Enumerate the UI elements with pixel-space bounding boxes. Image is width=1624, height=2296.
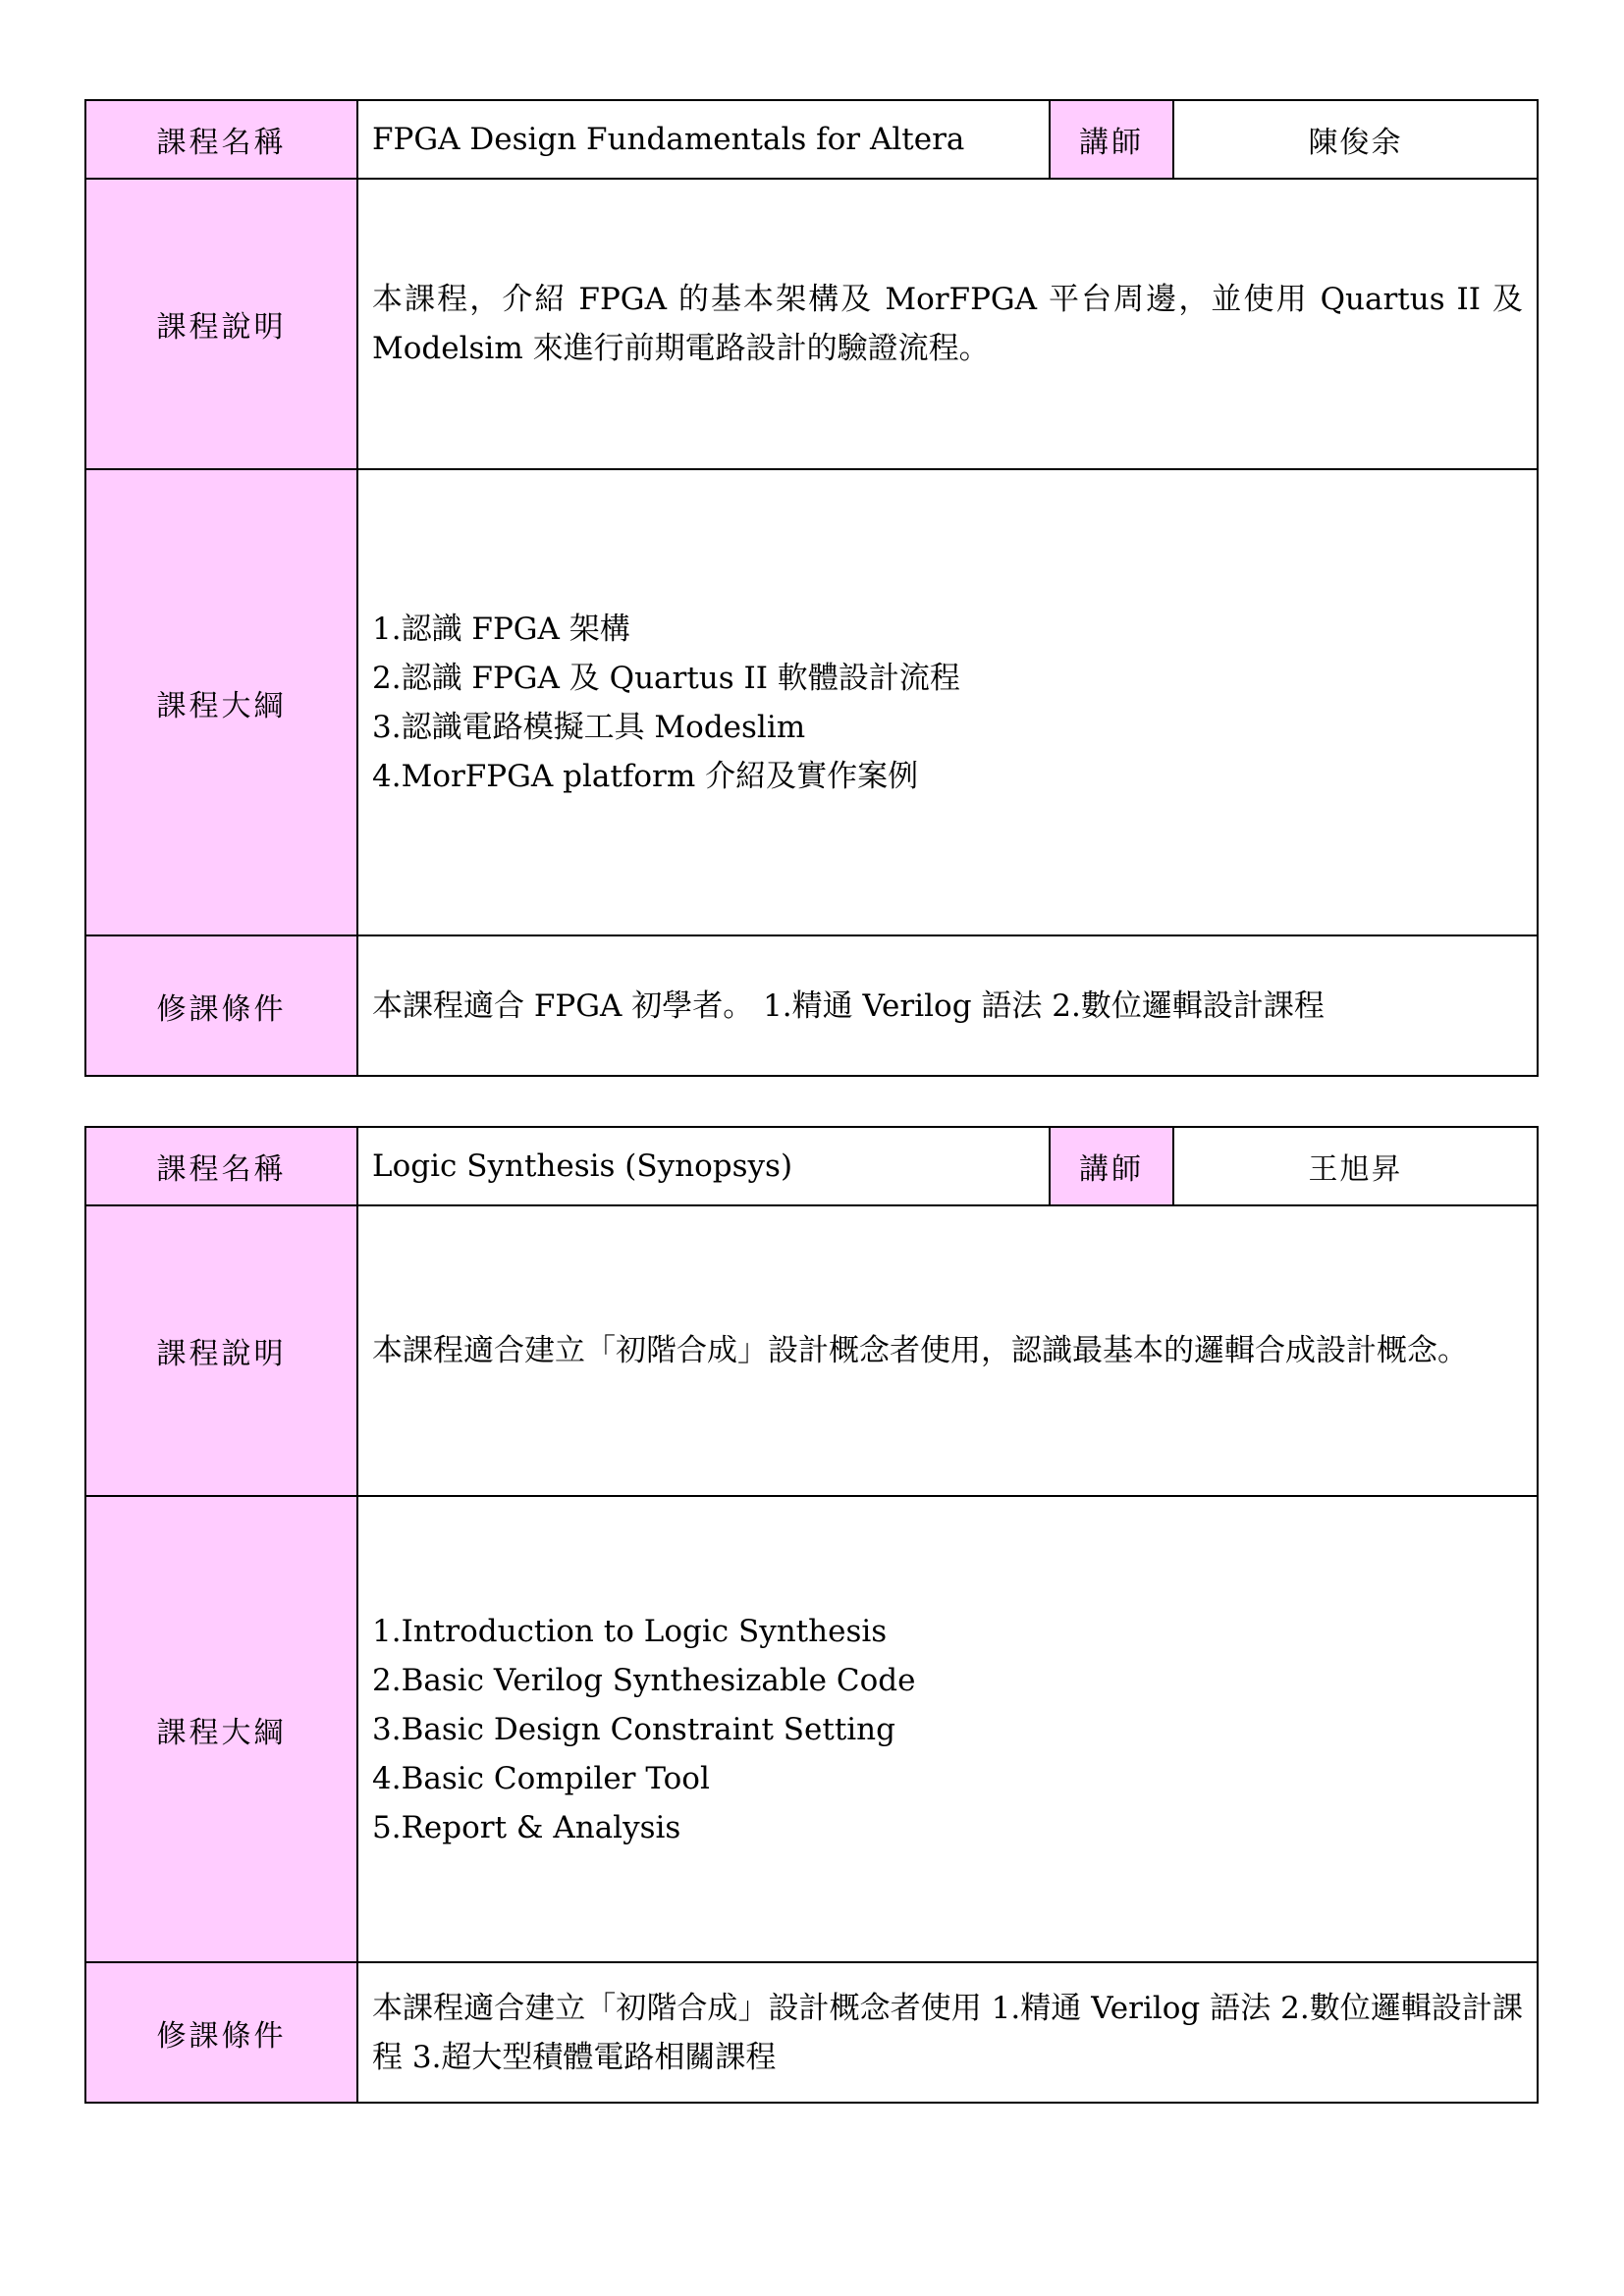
outline-item: 4.MorFPGA platform 介紹及實作案例 bbox=[372, 758, 919, 794]
course-description-row bbox=[85, 1205, 1538, 1496]
outline-item: 2.Basic Verilog Synthesizable Code bbox=[372, 1662, 916, 1698]
course-description-value: 本課程適合建立「初階合成」設計概念者使用，認識最基本的邏輯合成設計概念。 bbox=[357, 1205, 1538, 1496]
outline-item: 5.Report & Analysis bbox=[372, 1809, 681, 1845]
course-description-row bbox=[85, 179, 1538, 469]
course-prerequisites-value: 本課程適合 FPGA 初學者。 1.精通 Verilog 語法 2.數位邏輯設計課程 bbox=[357, 935, 1538, 1076]
course-outline-label: 課程大綱 bbox=[85, 1496, 357, 1962]
course-prerequisites-value: 本課程適合建立「初階合成」設計概念者使用 1.精通 Verilog 語法 2.數位邏輯設計課程 3.超大型積體電路相關課程 bbox=[357, 1962, 1538, 2103]
course-outline-row bbox=[85, 1496, 1538, 1962]
course-description-label: 課程說明 bbox=[85, 179, 357, 469]
instructor-value: 王旭昇 bbox=[1173, 1127, 1538, 1205]
course-prerequisites-row bbox=[85, 935, 1538, 1076]
course-prerequisites-label: 修課條件 bbox=[85, 1962, 357, 2103]
course-prerequisites-row bbox=[85, 1962, 1538, 2103]
instructor-label: 講師 bbox=[1050, 100, 1173, 179]
outline-item: 4.Basic Compiler Tool bbox=[372, 1760, 710, 1796]
course-outline-row bbox=[85, 469, 1538, 935]
course-name-value: FPGA Design Fundamentals for Altera bbox=[357, 100, 1050, 179]
course-outline-value bbox=[357, 1496, 1538, 1962]
instructor-label: 講師 bbox=[1050, 1127, 1173, 1205]
course-prerequisites-label: 修課條件 bbox=[85, 935, 357, 1076]
outline-list bbox=[372, 1607, 1523, 1852]
course-name-row bbox=[85, 100, 1538, 179]
course-outline-label: 課程大綱 bbox=[85, 469, 357, 935]
course-name-label: 課程名稱 bbox=[85, 1127, 357, 1205]
course-table-1 bbox=[84, 99, 1539, 1077]
course-name-value: Logic Synthesis (Synopsys) bbox=[357, 1127, 1050, 1205]
course-table-2 bbox=[84, 1126, 1539, 2104]
outline-item: 1.認識 FPGA 架構 bbox=[372, 611, 630, 647]
course-description-label: 課程說明 bbox=[85, 1205, 357, 1496]
outline-item: 3.Basic Design Constraint Setting bbox=[372, 1711, 895, 1747]
course-name-label: 課程名稱 bbox=[85, 100, 357, 179]
instructor-value: 陳俊余 bbox=[1173, 100, 1538, 179]
course-description-value: 本課程，介紹 FPGA 的基本架構及 MorFPGA 平台周邊，並使用 Quartus II 及 Modelsim 來進行前期電路設計的驗證流程。 bbox=[357, 179, 1538, 469]
course-outline-value bbox=[357, 469, 1538, 935]
course-name-row bbox=[85, 1127, 1538, 1205]
outline-list bbox=[372, 605, 1523, 801]
outline-item: 3.認識電路模擬工具 Modeslim bbox=[372, 709, 806, 745]
outline-item: 1.Introduction to Logic Synthesis bbox=[372, 1613, 888, 1649]
outline-item: 2.認識 FPGA 及 Quartus II 軟體設計流程 bbox=[372, 660, 960, 696]
